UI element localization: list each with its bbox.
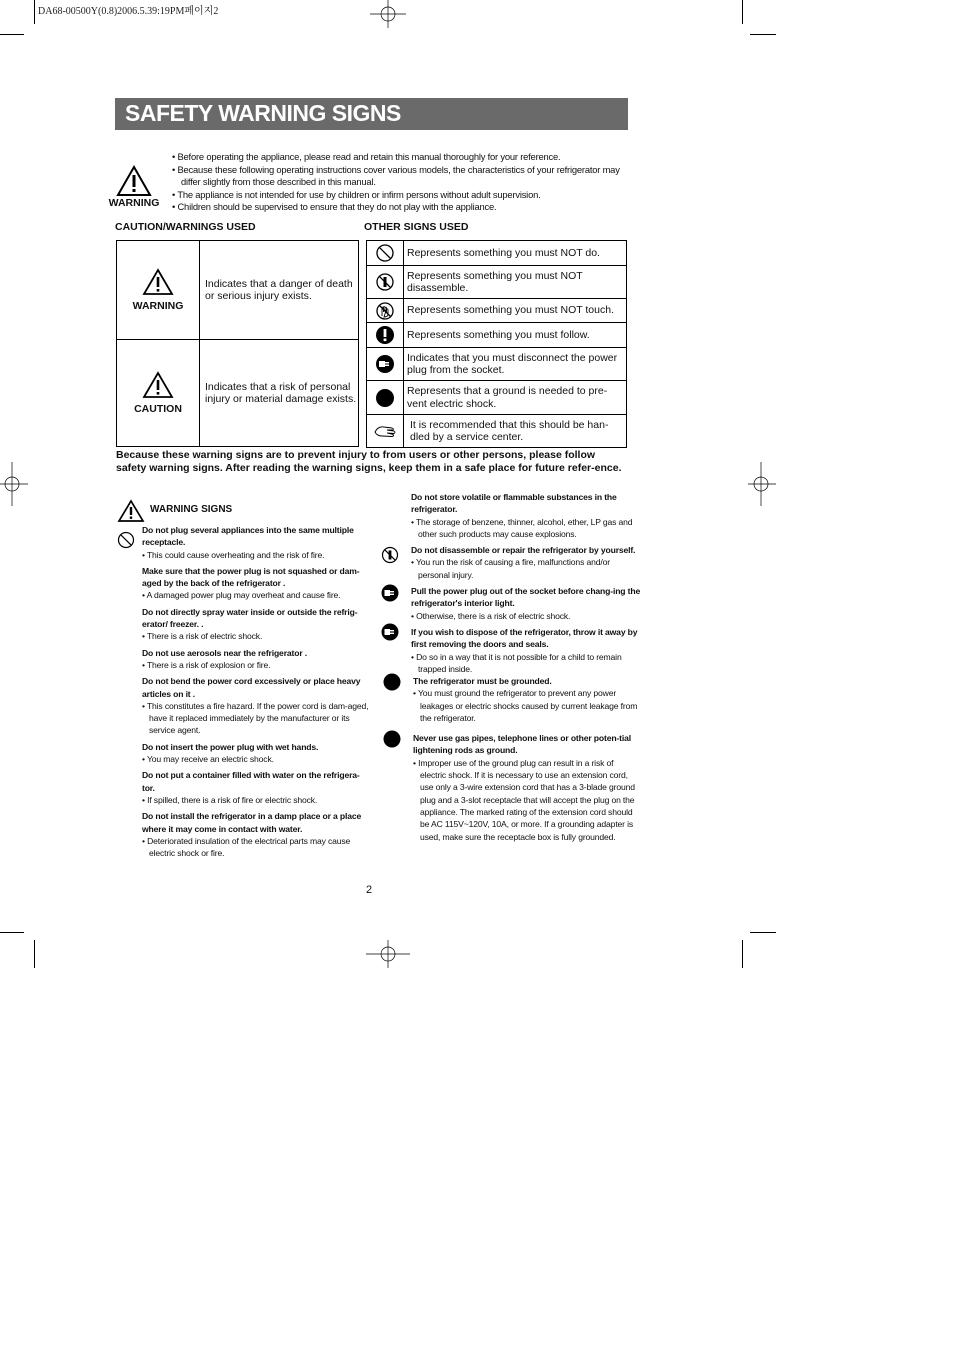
warning-signs-right-column-lower: [413, 675, 641, 847]
warning-description: Indicates that a danger of death or serious injury exists.: [200, 241, 359, 340]
warning-item-heading: Do not use aerosols near the refrigerator .: [142, 647, 307, 658]
warning-label: WARNING: [132, 300, 184, 312]
warning-item-body: • There is a risk of electric shock.: [142, 631, 263, 642]
sign-description: Represents something you must NOT disassemble.: [404, 266, 627, 299]
ground-icon: [383, 673, 401, 691]
warning-cell: [117, 241, 200, 340]
no-disassemble-icon: [381, 546, 399, 564]
no-touch-icon: [375, 301, 395, 321]
table-row: [367, 299, 627, 323]
table-row: [117, 241, 359, 340]
registration-mark-bottom: [366, 938, 410, 970]
warning-item-body: • Do so in a way that it is not possible for a child to remain trapped inside.: [411, 651, 622, 674]
table-row: [367, 415, 627, 448]
warning-item-body: • This could cause overheating and the risk of fire.: [142, 549, 325, 560]
crop-mark: [750, 932, 776, 933]
exclamation-icon: [375, 325, 395, 345]
caution-description: Indicates that a risk of personal injury or material damage exists.: [200, 340, 359, 447]
unplug-icon: [375, 354, 395, 374]
prohibited-icon: [375, 243, 395, 263]
warning-item-heading: Do not bend the power cord excessively or place heavy articles on it .: [142, 676, 361, 699]
caution-section-heading: CAUTION/WARNINGS USED: [115, 221, 256, 233]
unplug-icon: [381, 623, 399, 641]
warning-triangle-icon: [117, 499, 145, 523]
warning-item-heading: Do not directly spray water inside or outside the refrig-erator/ freezer. .: [142, 606, 358, 630]
table-row: [367, 241, 627, 266]
sign-description: It is recommended that this should be han-dled by a service center.: [404, 415, 627, 448]
registration-mark-left: [0, 462, 30, 506]
page-title: SAFETY WARNING SIGNS: [125, 100, 401, 126]
sign-description: Represents that a ground is needed to pre-vent electric shock.: [404, 381, 627, 415]
warning-item-heading: Do not disassemble or repair the refrigerator by yourself.: [411, 545, 636, 556]
table-row: [117, 340, 359, 447]
caution-warnings-table: [116, 240, 359, 447]
warning-item-heading: Make sure that the power plug is not squashed or dam-aged by the back of the refrigerator .: [142, 565, 360, 589]
crop-mark: [742, 0, 743, 24]
warning-item-heading: Do not store volatile or flammable substances in the refrigerator.: [411, 492, 617, 515]
service-hand-icon: [372, 420, 398, 442]
warning-item-body: • Otherwise, there is a risk of electric shock.: [411, 610, 571, 621]
warning-item-body: • This constitutes a fire hazard. If the power cord is dam-aged, have it replaced immediately by the manufacturer or its service agent.: [142, 700, 369, 736]
because-notice: Because these warning signs are to prevent injury to from users or other persons, please follow safety warning signs. After reading the warning signs, keep them in a safe place for future refer-ence.: [116, 449, 622, 474]
caution-label: CAUTION: [134, 403, 182, 415]
page-number: 2: [366, 884, 373, 896]
unplug-icon: [381, 584, 399, 602]
warning-item-heading: Do not put a container filled with water on the refrigera-tor.: [142, 770, 360, 793]
sign-description: Represents something you must follow.: [404, 323, 627, 348]
caution-cell: [117, 340, 200, 447]
warning-signs-left-column: [142, 524, 370, 863]
warning-triangle-icon: [142, 268, 174, 296]
warning-item-heading: Pull the power plug out of the socket before chang-ing the refrigerator's interior light.: [411, 586, 641, 609]
crop-mark: [0, 932, 24, 933]
warning-signs-heading: WARNING SIGNS: [150, 504, 233, 515]
crop-mark: [750, 34, 776, 35]
table-row: [367, 381, 627, 415]
warning-item-body: • Improper use of the ground plug can result in a risk of electric shock. If it is necessary to use an extension cord, use only a 3-wire extension cord that has a 3-blade ground plug and a 3-slot receptacle that will accept the plug on the appliance. The marked rating of the extension cord should be AC 115V~120V, 10A, or more. If a grounding adapter is used, make sure the receptacle box is fully grounded.: [413, 757, 635, 842]
intro-bullet: • The appliance is not intended for use by children or infirm persons without adult supervision.: [172, 188, 541, 200]
sign-description: Represents something you must NOT do.: [404, 241, 627, 266]
crop-mark: [34, 940, 35, 968]
warning-triangle-icon: [116, 165, 152, 197]
warning-item-body: • The storage of benzene, thinner, alcohol, ether, LP gas and other such products may cause explosions.: [411, 516, 633, 539]
warning-item-heading: Do not insert the power plug with wet hands.: [142, 741, 319, 752]
warning-item-heading: Never use gas pipes, telephone lines or other poten-tial lightening rods as ground.: [413, 733, 631, 756]
intro-warning-label: WARNING: [108, 197, 160, 209]
intro-bullet: • Because these following operating instructions cover various models, the characteristics of your refrigerator may differ slightly from those described in this manual.: [172, 163, 620, 188]
warning-item-body: • You run the risk of causing a fire, malfunctions and/or personal injury.: [411, 557, 610, 580]
warning-item-heading: If you wish to dispose of the refrigerator, throw it away by first removing the doors and seals.: [411, 626, 638, 650]
table-row: [367, 323, 627, 348]
warning-item-body: • You may receive an electric shock.: [142, 754, 274, 765]
other-section-heading: OTHER SIGNS USED: [364, 221, 469, 233]
warning-item-heading: Do not plug several appliances into the same multiple receptacle.: [142, 525, 354, 548]
intro-bullet: • Children should be supervised to ensure that they do not play with the appliance.: [172, 201, 497, 213]
prohibited-icon: [117, 531, 135, 549]
sign-description: Indicates that you must disconnect the power plug from the socket.: [404, 348, 627, 381]
registration-mark-right: [748, 462, 778, 506]
warning-item-body: • If spilled, there is a risk of fire or electric shock.: [142, 794, 318, 805]
ground-icon: [375, 388, 395, 408]
ground-icon: [383, 730, 401, 748]
crop-mark: [0, 34, 24, 35]
no-disassemble-icon: [375, 272, 395, 292]
crop-mark: [742, 940, 743, 968]
intro-bullets: [172, 151, 632, 214]
caution-triangle-icon: [142, 371, 174, 399]
intro-bullet: • Before operating the appliance, please read and retain this manual thoroughly for your reference.: [172, 151, 561, 162]
table-row: [367, 348, 627, 381]
print-header-code: DA68-00500Y(0.8)2006.5.39:19PM페이지2: [38, 6, 219, 17]
warning-item-body: • Deteriorated insulation of the electrical parts may cause electric shock or fire.: [142, 835, 351, 859]
warning-item-body: • There is a risk of explosion or fire.: [142, 659, 271, 670]
intro-warning: [108, 165, 160, 209]
registration-mark-top: [366, 0, 410, 30]
warning-item-body: • You must ground the refrigerator to prevent any power leakages or electric shocks caused by current leakage from the refrigerator.: [413, 688, 638, 723]
sign-description: Represents something you must NOT touch.: [404, 299, 627, 323]
crop-mark: [34, 0, 35, 24]
table-row: [367, 266, 627, 299]
warning-item-heading: The refrigerator must be grounded.: [413, 676, 552, 686]
page-title-bar: [115, 98, 628, 130]
warning-item-heading: Do not install the refrigerator in a damp place or a place where it may come in contact with water.: [142, 811, 362, 834]
other-signs-table: [366, 240, 627, 448]
warning-signs-right-column: [411, 491, 641, 679]
warning-item-body: • A damaged power plug may overheat and cause fire.: [142, 590, 341, 601]
